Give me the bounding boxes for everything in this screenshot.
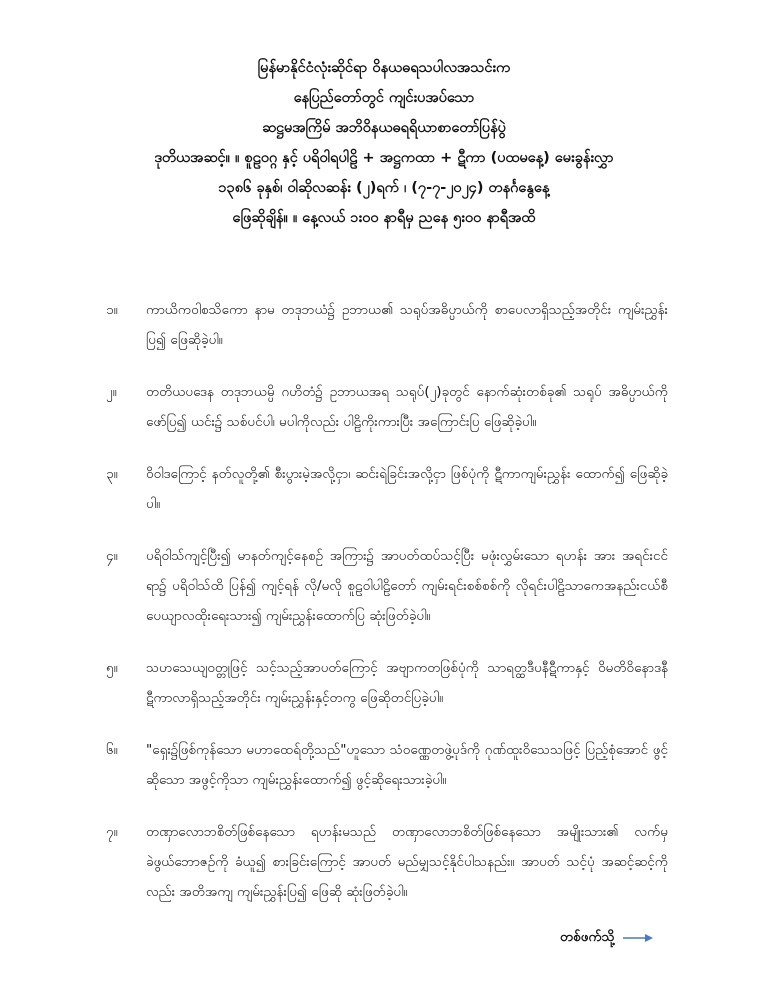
question-item — [108, 295, 668, 355]
question-number: ၃။ — [106, 466, 118, 482]
header-paper: ဒုတိယအဆင့်။ ။ စူဠဝဂ္ဂ နှင့် ပရိဝါရပါဠိ + အဋ္ဌကထာ + ဋီကာ (ပထမနေ့) မေးခွန်းလွှာ — [154, 150, 614, 166]
question-number: ၂။ — [106, 384, 117, 400]
question-number: ၄။ — [106, 548, 118, 564]
question-text: ကာယိကဝါစသိကော နာမ တဒုဘယံ၌ ဥဘာယ၏ သရုပ်အဓိပ္ပာယ်ကို စာပေလာရှိသည့်အတိုင်း ကျမ်းညွှန်းပြ၍ ဖြေဆိုခဲ့ပါ။ — [146, 302, 668, 348]
question-text: တဏှာလောဘစိတ်ဖြစ်နေသော ရဟန်းမသည် တဏှာလောဘစိတ်ဖြစ်နေသော အမျိုးသား၏ လက်မှ ခဲဖွယ်ဘောဇဉ်ကို ခံယူ၍ စားခြင်းကြောင့် အာပတ် မည်မျှသင့်နိုင်ပါသနည်း။ အာပတ် သင့်ပုံ အဆင့်ဆင့်ကိုလည်း အတိအကျ ကျမ်းညွှန်းပြ၍ ဖြေဆို ဆုံးဖြတ်ခဲ့ပါ။ — [146, 824, 668, 900]
header-venue: နေပြည်တော်တွင် ကျင်းပအပ်သော — [293, 90, 475, 106]
question-list — [108, 295, 668, 929]
question-item — [108, 817, 668, 907]
question-item — [108, 735, 668, 795]
arrow-right-icon — [623, 933, 653, 943]
question-item — [108, 541, 668, 631]
question-text: ဝိဝါဒကြောင့် နတ်လူတို့၏ စီးပွားမဲ့အလို့ငှာ၊ ဆင်းရဲခြင်းအလို့ငှာ ဖြစ်ပုံကို ဋီကာကျမ်းညွှန်း ထောက်၍ ဖြေဆိုခဲ့ပါ။ — [146, 466, 668, 512]
page-turn-label: တစ်ဖက်သို့ — [560, 929, 615, 945]
header-date: ၁၃၈၆ ခုနှစ်၊ ဝါဆိုလဆန်း (၂)ရက် ၊ (၇-၇-၂၀၂၄) တနင်္ဂနွေနေ့ — [218, 180, 550, 196]
header-time: ဖြေဆိုချိန်။ ။ နေ့လယ် ၁း၀၀ နာရီမှ ညနေ ၅း၀၀ နာရီအထိ — [232, 210, 536, 226]
question-number: ၁။ — [106, 302, 118, 318]
question-text: တတိယပဒေန တဒုဘယမ္ပိ ဂဟိတံ၌ ဥဘာယအရ သရုပ်(၂)ခုတွင် နောက်ဆုံးတစ်ခု၏ သရုပ် အဓိပ္ပာယ်ကိုဖော်ပြ၍ ယင်း၌ သစ်ပင်ပါ၊ မပါကိုလည်း ပါဠိကိုးကားပြီး အကြောင်းပြ ဖြေဆိုခဲ့ပါ။ — [146, 384, 668, 430]
question-item — [108, 653, 668, 713]
page-turn-note — [560, 928, 653, 948]
header-event: ဆဋ္ဌမအကြိမ် အဘိဝိနယဓရရိယာစာတော်ပြန်ပွဲ — [262, 120, 506, 136]
question-text: သဟသေယျဝတ္တုဖြင့် သင့်သည့်အာပတ်ကြောင့် အဗျာကတဖြစ်ပုံကို သာရတ္ထဒီပနီဋီကာနှင့် ဝိမတိဝိနောဒနီဋီကာလာရှိသည့်အတိုင်း ကျမ်းညွှန်းနှင့်တကွ ဖြေဆိုတင်ပြခဲ့ပါ။ — [146, 660, 668, 706]
question-item — [108, 377, 668, 437]
question-text: ပရိဝါသ်ကျင့်ပြီး၍ မာနတ်ကျင့်နေစဉ် အကြား၌ အာပတ်ထပ်သင့်ပြီး မဖုံးလွှမ်းသော ရဟန်း အား အရင်းငင်ရာ၌ ပရိဝါသ်ထိ ပြန်၍ ကျင့်ရန် လို/မလို စူဠဝါပါဠိတော် ကျမ်းရင်းစစ်စစ်ကို လိုရင်းပါဠိသာကေအနည်းငယ်စီ ပေယျာလထိုးရေးသား၍ ကျမ်းညွှန်းထောက်ပြ ဆုံးဖြတ်ခဲ့ပါ။ — [146, 548, 668, 624]
exam-header — [0, 58, 768, 238]
question-number: ၅။ — [106, 660, 118, 676]
question-number: ၇။ — [106, 824, 118, 840]
question-item — [108, 459, 668, 519]
question-number: ၆။ — [106, 742, 118, 758]
header-association: မြန်မာနိုင်ငံလုံးဆိုင်ရာ ဝိနယဓရသပါလအသင်းက — [257, 60, 511, 76]
question-text: "ရှေး၌ဖြစ်ကုန်သော မဟာထေရ်တို့သည်"ဟူသော သံဝဏ္ဏေတဖွဲ့ပုဒ်ကို ဂုဏ်ထူးဝိသေသဖြင့် ပြည့်စုံအောင် ဖွင့်ဆိုသော အဖွင့်ကိုသာ ကျမ်းညွှန်းထောက်၍ ဖွင့်ဆိုရေးသားခဲ့ပါ။ — [146, 742, 668, 788]
